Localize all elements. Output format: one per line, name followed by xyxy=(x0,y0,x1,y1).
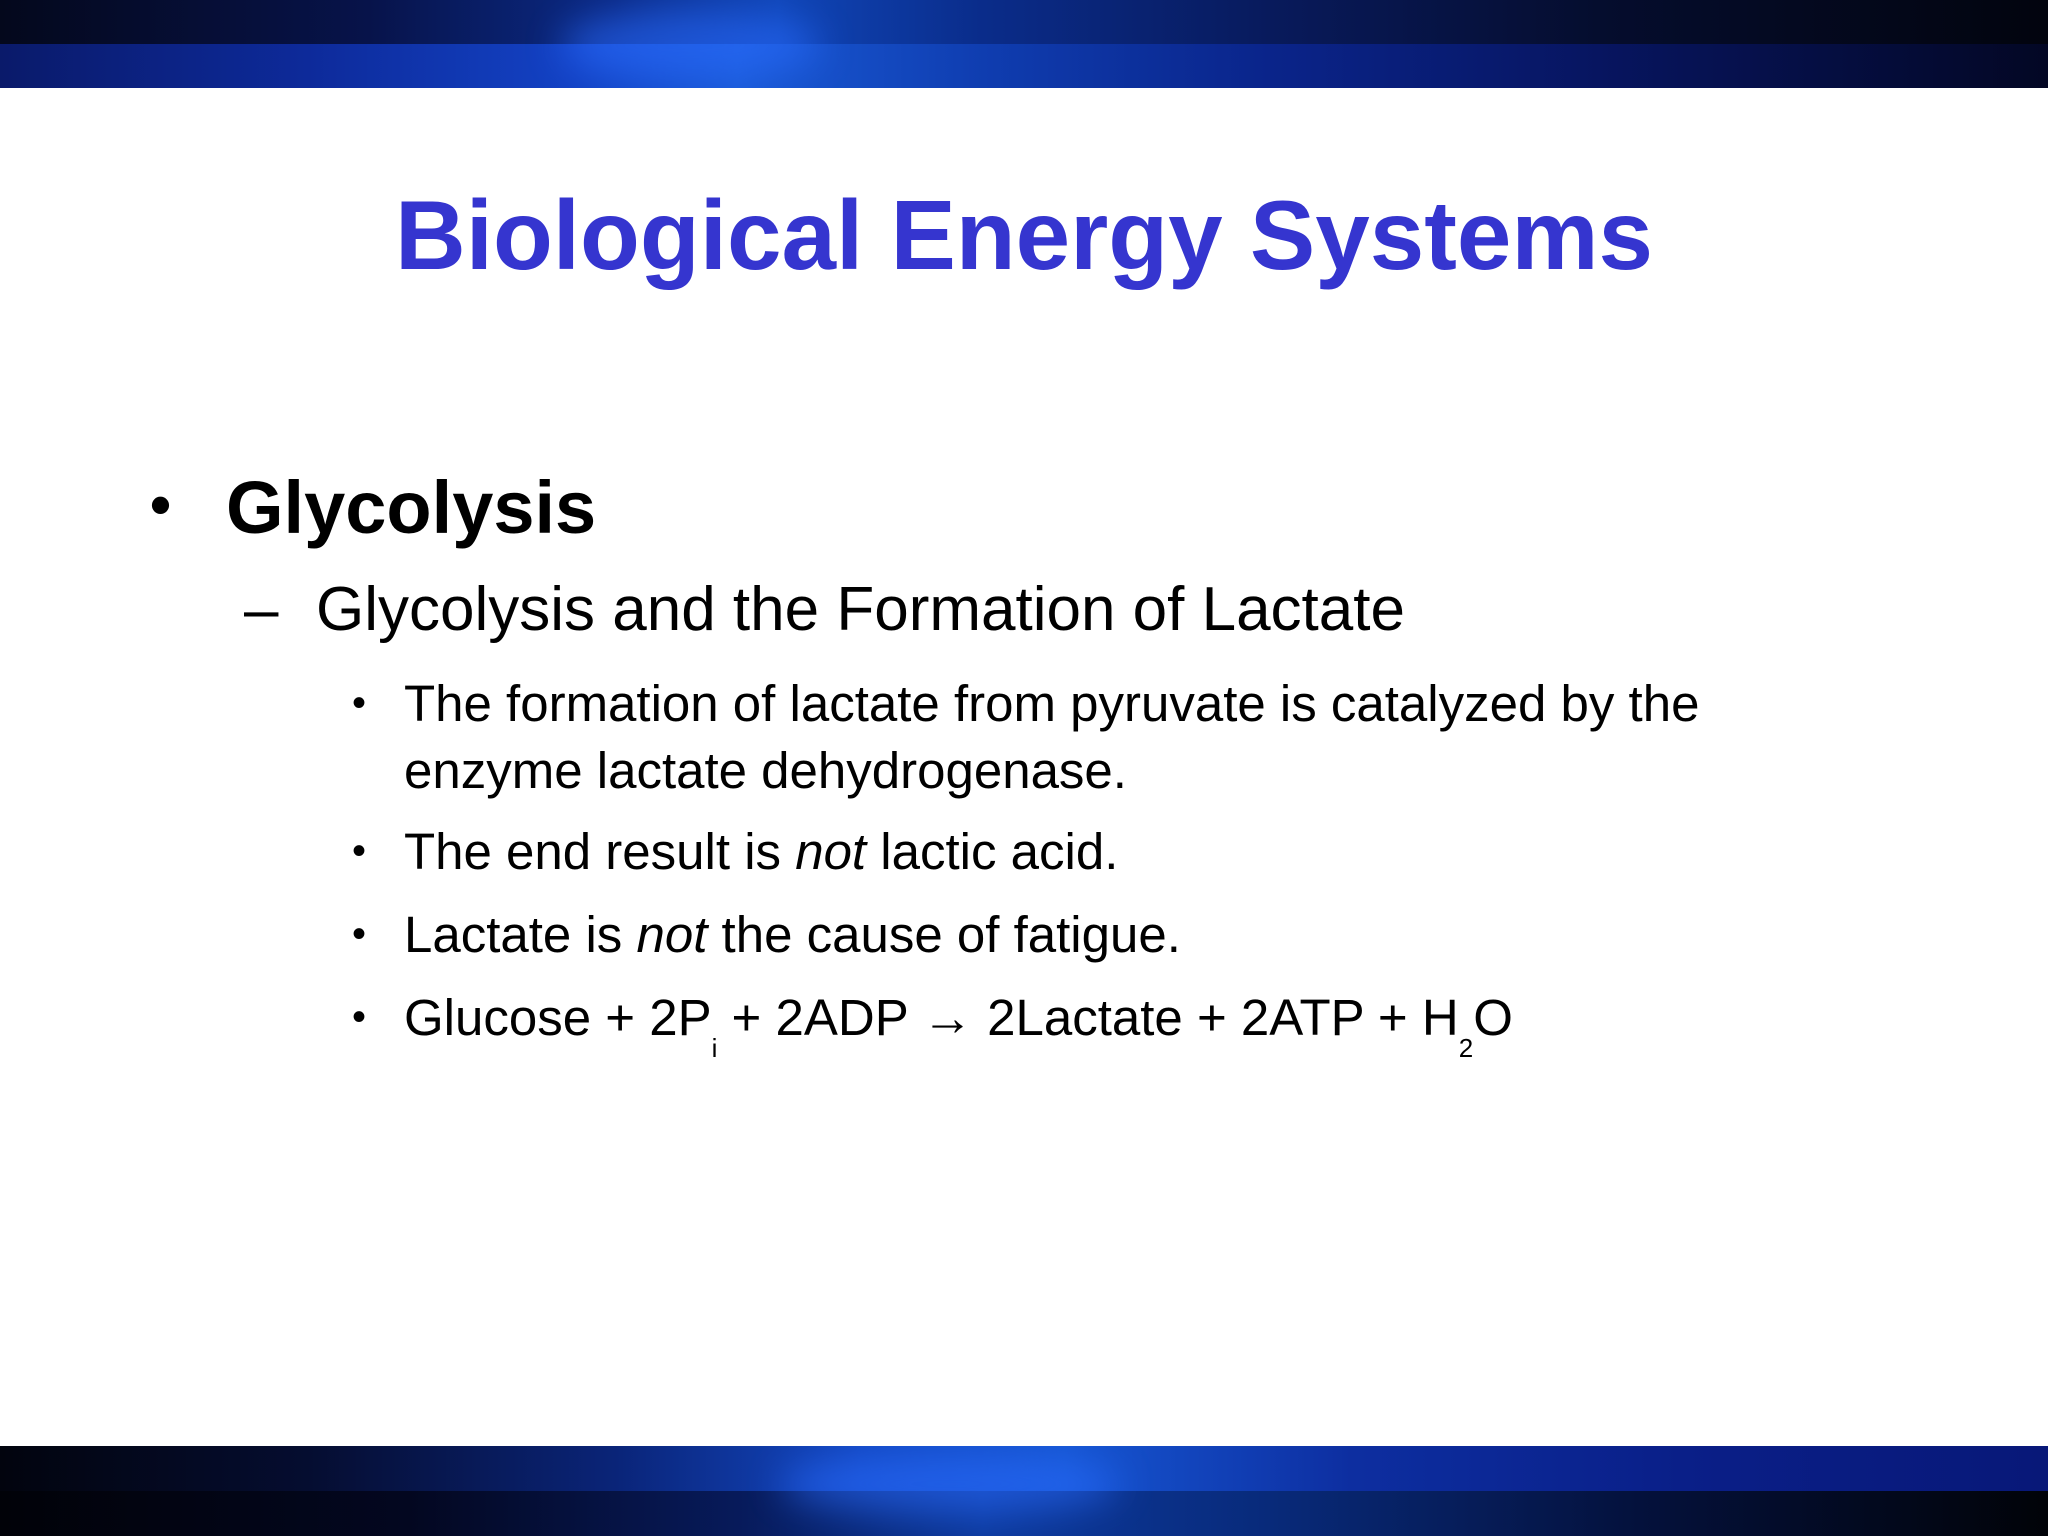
bullet-level3-item xyxy=(352,818,1872,885)
bullet-icon: • xyxy=(150,471,172,538)
bullet-level1-glycolysis xyxy=(150,462,596,551)
level3-text: Lactate is not the cause of fatigue. xyxy=(404,906,1181,963)
bullet-level3-equation xyxy=(352,984,1872,1063)
bullet-level3-item xyxy=(352,670,1872,804)
bullet-icon: • xyxy=(352,681,367,725)
level2-text: Glycolysis and the Formation of Lactate xyxy=(316,575,1405,644)
bullet-level3-item xyxy=(352,901,1872,968)
dash-icon: – xyxy=(244,575,279,644)
subscript: 2 xyxy=(1458,1033,1474,1063)
equation-text: $Glucose + 2P_i + 2ADP$ → 2Lactate + $2ATP + H_2O$ xyxy=(404,989,1513,1063)
emphasis-text: not xyxy=(795,823,867,880)
subscript: i xyxy=(711,1033,718,1063)
bullet-icon: • xyxy=(352,912,367,956)
level3-text: The formation of lactate from pyruvate is catalyzed by the enzyme lactate dehydrogenase. xyxy=(404,675,1700,799)
bottom-decorative-band xyxy=(0,1446,2048,1536)
slide-title: Biological Energy Systems xyxy=(394,180,1654,290)
bullet-icon: • xyxy=(352,829,367,873)
level3-text: The end result is not lactic acid. xyxy=(404,823,1119,880)
bullet-level2-subheading xyxy=(244,571,1405,649)
emphasis-text: not xyxy=(636,906,708,963)
bullet-icon: • xyxy=(352,995,367,1039)
top-decorative-band xyxy=(0,0,2048,88)
level1-text: Glycolysis xyxy=(226,466,597,549)
